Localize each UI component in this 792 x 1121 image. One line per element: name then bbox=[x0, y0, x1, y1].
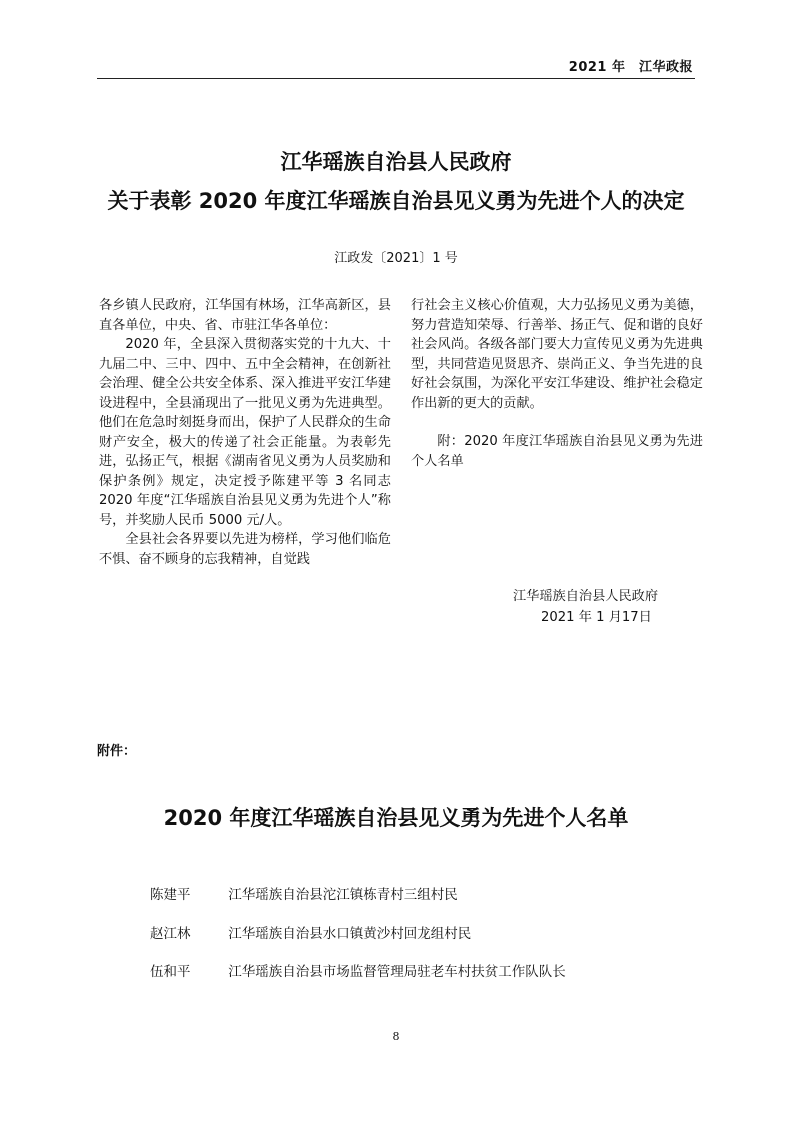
page-number: 8 bbox=[392, 1030, 400, 1043]
person-name: 伍和平 bbox=[150, 964, 191, 980]
annex-title: 2020 年度江华瑶族自治县见义勇为先进个人名单 bbox=[163, 806, 629, 830]
paragraph-2-continued: 行社会主义核心价值观，大力弘扬见义勇为美德，努力营造知荣辱、行善举、扬正气、促和谐的良好社会风尚。各级各部门要大力宣传见义勇为先进典型，共同营造见贤思齐、崇尚正义、争当先进的良好社会氛围，为深化平安江华建设、维护社会稳定作出新的更大的贡献。 bbox=[411, 298, 703, 411]
doc-number: 江政发〔2021〕1 号 bbox=[334, 251, 458, 266]
signature-date: 2021 年 1 月17日 bbox=[541, 610, 652, 625]
person-name: 陈建平 bbox=[150, 887, 191, 903]
salutation: 各乡镇人民政府，江华国有林场，江华高新区，县直各单位，中央、省、市驻江华各单位： bbox=[99, 298, 391, 333]
person-desc: 江华瑶族自治县水口镇黄沙村回龙组村民 bbox=[228, 926, 472, 942]
page-header bbox=[97, 50, 695, 79]
person-desc: 江华瑶族自治县市场监督管理局驻老车村扶贫工作队队长 bbox=[228, 964, 566, 980]
paragraph-1: 2020 年，全县深入贯彻落实党的十九大、十九届二中、三中、四中、五中全会精神，在创新社会治理、健全公共安全体系、深入推进平安江华建设进程中，全县涌现出了一批见义勇为先进典型。他们在危急时刻挺身而出，保护了人民群众的生命财产安全，极大的传递了社会正能量。为表彰先进，弘扬正气，根据《湖南省见义勇为人员奖励和保护条例》规定，决定授予陈建平等 3 名同志 2020 年度“江华瑶族自治县见义勇为先进个人”称号，并奖励人民币 5000 元/人。 bbox=[99, 337, 391, 528]
left-column bbox=[99, 296, 391, 569]
list-item bbox=[150, 883, 458, 903]
list-item bbox=[150, 960, 566, 980]
right-column bbox=[411, 296, 703, 471]
signature-org: 江华瑶族自治县人民政府 bbox=[513, 589, 659, 604]
header-text: 2021 年 江华政报 bbox=[568, 60, 693, 75]
list-item bbox=[150, 922, 471, 942]
paragraph-2-start: 全县社会各界要以先进为榜样，学习他们临危不惧、奋不顾身的忘我精神，自觉践 bbox=[99, 532, 391, 567]
person-name: 赵江林 bbox=[150, 926, 191, 942]
doc-title-line1: 江华瑶族自治县人民政府 bbox=[280, 150, 512, 174]
attachment-note: 附：2020 年度江华瑶族自治县见义勇为先进个人名单 bbox=[411, 434, 703, 469]
annex-label: 附件： bbox=[97, 744, 137, 759]
doc-title-line2: 关于表彰 2020 年度江华瑶族自治县见义勇为先进个人的决定 bbox=[107, 189, 685, 213]
person-desc: 江华瑶族自治县沱江镇栋青村三组村民 bbox=[228, 887, 458, 903]
